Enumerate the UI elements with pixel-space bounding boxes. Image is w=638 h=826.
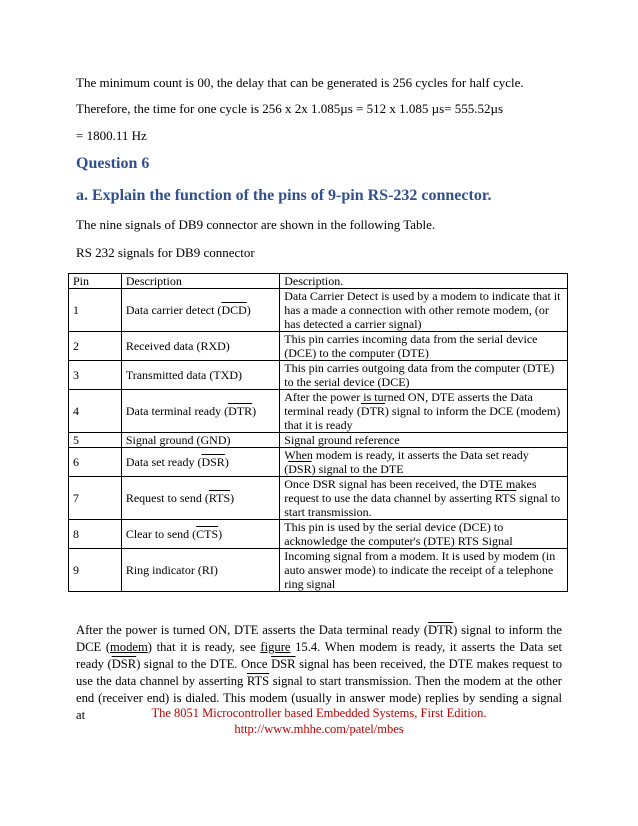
table-row [69, 361, 568, 390]
description-cell: Received data (RXD) [121, 332, 279, 361]
intro-text: The nine signals of DB9 connector are shown in the following Table. [76, 217, 436, 232]
part-a-heading: a. Explain the function of the pins of 9-pin RS-232 connector. [76, 187, 492, 204]
table-row [69, 390, 568, 433]
description-cell: Signal ground (GND) [121, 433, 279, 448]
detail-cell: This pin carries outgoing data from the computer (DTE) to the serial device (DCE) [280, 361, 568, 390]
table-row [69, 332, 568, 361]
table-header-cell: Description [121, 274, 279, 289]
text-line-min-count: The minimum count is 00, the delay that can be generated is 256 cycles for half cycle. [76, 75, 524, 90]
detail-cell: This pin is used by the serial device (DCE) to acknowledge the computer's (DTE) RTS Signal [280, 520, 568, 549]
table-row [69, 448, 568, 477]
pin-cell: 1 [69, 289, 122, 332]
description-cell: Clear to send $(\overline{CTS})$ [121, 520, 279, 549]
body-paragraph: After the power is turned ON, DTE asserts the Data terminal ready $(\overline{DTR})$ signal to inform the DCE (modem) that it is ready, see figure 15.4. When modem is ready, it asserts the Data set ready $(\overline{DSR})$ signal to the DTE. Once $\overline{DSR}$ signal has been received, the DTE makes request to use the data channel by asserting $\overline{RTS}$ signal to start transmission. Then the modem at the other end (receiver end) is dialed. This modem (usually in answer mode) replies by sending a signal at [76, 623, 563, 722]
pin-cell: 4 [69, 390, 122, 433]
description-cell: Transmitted data (TXD) [121, 361, 279, 390]
detail-cell: After the power is turned ON, DTE asserts the Data terminal ready $(\overline{DTR})$ signal to inform the DCE (modem) that it is ready [280, 390, 568, 433]
table-row [69, 289, 568, 332]
footer-book-title: The 8051 Microcontroller based Embedded Systems, First Edition. [151, 706, 487, 720]
text-line-cycle-time: Therefore, the time for one cycle is 256 x 2x 1.085µs = 512 x 1.085 µs= 555.52µs [76, 101, 504, 116]
description-cell: Data set ready $(\overline{DSR})$ [121, 448, 279, 477]
table-caption: RS 232 signals for DB9 connector [76, 245, 255, 260]
detail-cell: Signal ground reference [280, 433, 568, 448]
pin-cell: 5 [69, 433, 122, 448]
pin-cell: 9 [69, 549, 122, 592]
description-cell: Data terminal ready $(\overline{DTR})$ [121, 390, 279, 433]
detail-cell: Once $\overline{DSR}$ signal has been received, the DTE makes request to use the data channel by asserting $\overline{RTS}$ signal to start transmission. [280, 477, 568, 520]
table-row [69, 520, 568, 549]
description-cell: Data carrier detect $(\overline{DCD})$ [121, 289, 279, 332]
pin-cell: 7 [69, 477, 122, 520]
detail-cell: Incoming signal from a modem. It is used by modem (in auto answer mode) to indicate the receipt of a telephone ring signal [280, 549, 568, 592]
pin-cell: 3 [69, 361, 122, 390]
detail-cell: Data Carrier Detect is used by a modem to indicate that it has a made a connection with other remote modem, (or has detected a carrier signal) [280, 289, 568, 332]
table-row [69, 477, 568, 520]
question-heading: Question 6 [76, 155, 150, 172]
table-row [69, 433, 568, 448]
rs232-signal-table [68, 273, 568, 592]
description-cell: Ring indicator (RI) [121, 549, 279, 592]
description-cell: Request to send $(\overline{RTS})$ [121, 477, 279, 520]
table-header-cell: Pin [69, 274, 122, 289]
text-line-frequency: = 1800.11 Hz [76, 128, 147, 143]
pin-cell: 6 [69, 448, 122, 477]
detail-cell: When modem is ready, it asserts the Data set ready $(\overline{DSR})$ signal to the DTE [280, 448, 568, 477]
table-row [69, 549, 568, 592]
pin-cell: 2 [69, 332, 122, 361]
detail-cell: This pin carries incoming data from the serial device (DCE) to the computer (DTE) [280, 332, 568, 361]
table-header-row [69, 274, 568, 289]
footer-url-link[interactable]: http://www.mhhe.com/patel/mbes [234, 722, 404, 736]
table-header-cell: Description. [280, 274, 568, 289]
pin-cell: 8 [69, 520, 122, 549]
